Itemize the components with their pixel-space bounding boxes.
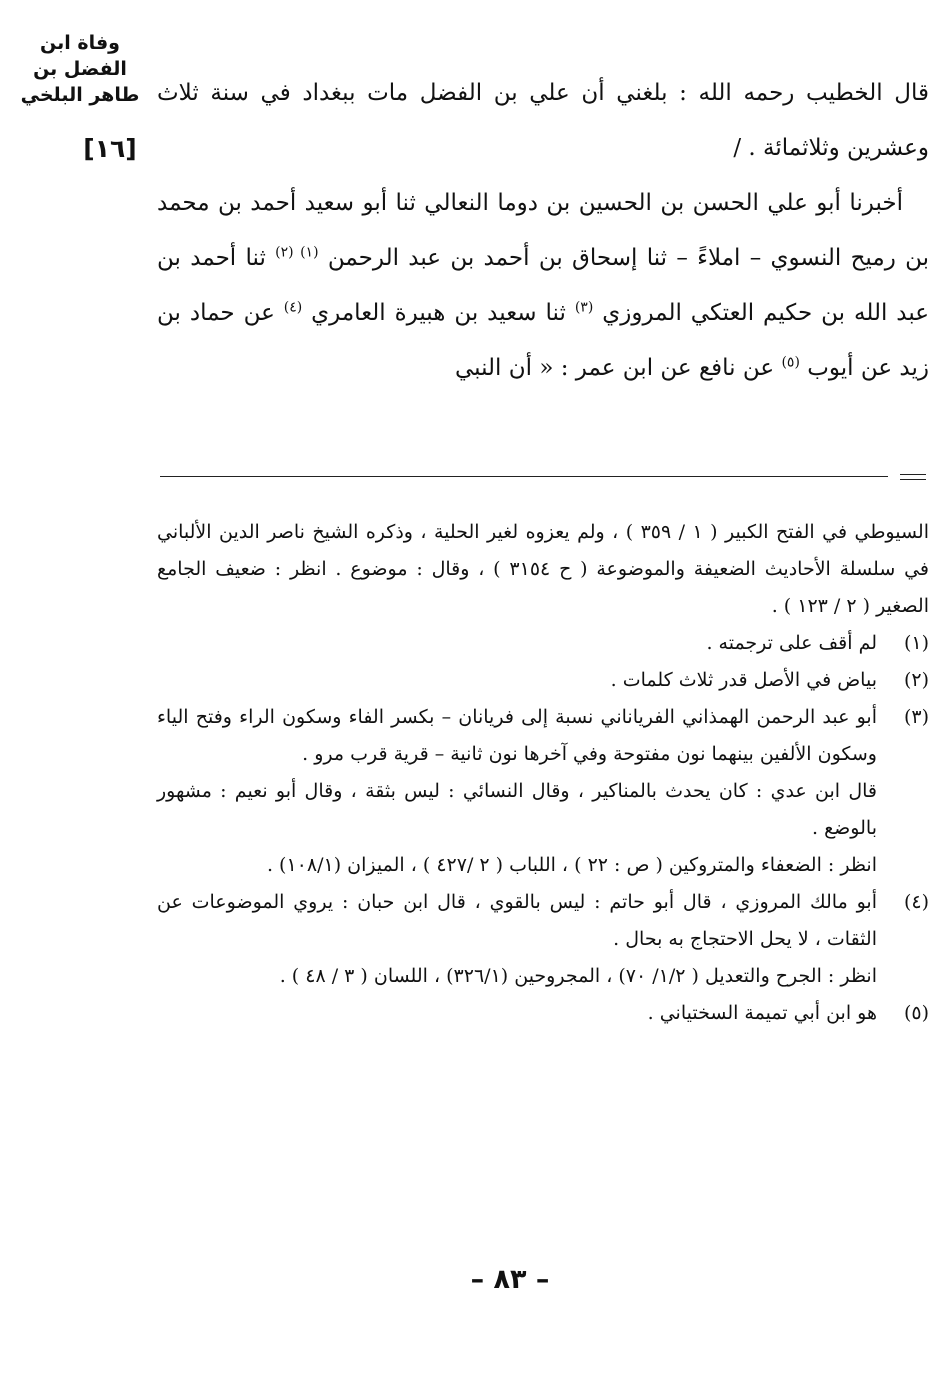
- footnote-number: (٣): [903, 706, 929, 728]
- footnote-body: [157, 995, 877, 1032]
- footnote-continuation: السيوطي في الفتح الكبير ( ١ / ٣٥٩ ) ، ولم يعزوه لغير الحلية ، وذكره الشيخ ناصر الدين الألباني في سلسلة الأحاديث الضعيفة والموضوعة ( ح ٣١٥٤ ) ، وقال : موضوع . انظر : ضعيف الجامع الصغير ( ٢ / ١٢٣ ) .: [157, 521, 930, 617]
- footnote-number: (٤): [903, 891, 929, 913]
- footnote-5: [157, 995, 929, 1032]
- footnote-number: (٥): [903, 1002, 929, 1024]
- footnote-separator-mark: [900, 474, 926, 480]
- footnote-1: [157, 625, 929, 662]
- chain-part-a: أخبرنا أبو علي الحسن بن الحسين بن دوما النعالي ثنا أبو سعيد أحمد بن محمد بن رميح النسوي – املاءً – ثنا إسحاق بن أحمد بن عبد الرحمن: [157, 190, 930, 271]
- footnote-4: [157, 884, 929, 995]
- section-number: [١٦]: [83, 134, 137, 163]
- footnotes: [157, 514, 929, 1032]
- footnote-body: [157, 884, 877, 995]
- footnote-separator: [160, 476, 888, 477]
- footnote-line: انظر : الضعفاء والمتروكين ( ص : ٢٢ ) ، اللباب ( ٢ /٤٢٧ ) ، الميزان (١٠٨/١) .: [266, 854, 877, 876]
- footnote-number: (٢): [903, 669, 929, 691]
- chain-part-c: ثنا سعيد بن هبيرة العامري: [311, 300, 566, 326]
- footnote-line: قال ابن عدي : كان يحدث بالمناكير ، وقال النسائي : ليس بثقة ، وقال أبو نعيم : مشهور بالوضع .: [157, 780, 877, 839]
- footnote-line: بياض في الأصل قدر ثلاث كلمات .: [610, 669, 877, 691]
- footnote-3: [157, 699, 929, 884]
- chain-part-d: عن حماد بن زيد عن أيوب: [157, 300, 929, 381]
- footnote-number: (١): [903, 632, 929, 654]
- footnote-line: انظر : الجرح والتعديل ( ١/٢/ ٧٠) ، المجروحين (٣٢٦/١) ، اللسان ( ٣ / ٤٨ ) .: [279, 965, 877, 987]
- paragraph-1: قال الخطيب رحمه الله : بلغني أن علي بن الفضل مات ببغداد في سنة ثلاث وعشرين وثلاثمائة . /: [157, 80, 929, 161]
- side-title: وفاة ابن الفضل بن طاهر البلخي: [20, 32, 140, 106]
- main-text: [157, 66, 929, 396]
- footnote-ref-3: (٣): [574, 299, 594, 316]
- footnote-body: [157, 662, 877, 699]
- footnote-ref-1-2: (١) (٢): [275, 244, 319, 261]
- footnote-body: [157, 699, 877, 884]
- page-number: – ٨٣ –: [470, 1264, 550, 1295]
- footnote-line: لم أقف على ترجمته .: [706, 632, 877, 654]
- paragraph-2: [157, 176, 929, 396]
- footnote-line: هو ابن أبي تميمة السختياني .: [647, 1002, 877, 1024]
- chain-part-e: عن نافع عن ابن عمر : « أن النبي: [454, 355, 775, 381]
- chain-part-b: ثنا أحمد بن عبد الله بن حكيم العتكي المروزي: [157, 245, 930, 326]
- footnote-2: [157, 662, 929, 699]
- footnote-line: أبو مالك المروزي ، قال أبو حاتم : ليس بالقوي ، قال ابن حبان : يروي الموضوعات عن الثقات ، لا يحل الاحتجاج به بحال .: [157, 891, 877, 950]
- footnote-body: [157, 625, 877, 662]
- footnote-ref-4: (٤): [283, 299, 303, 316]
- footnote-line: أبو عبد الرحمن الهمذاني الفرياناني نسبة إلى فريانان – بكسر الفاء وسكون الراء وفتح الياء وسكون الألفين بينهما نون مفتوحة وفي آخرها نون ثانية – قرية قرب مرو .: [157, 706, 877, 765]
- footnote-ref-5: (٥): [781, 354, 800, 371]
